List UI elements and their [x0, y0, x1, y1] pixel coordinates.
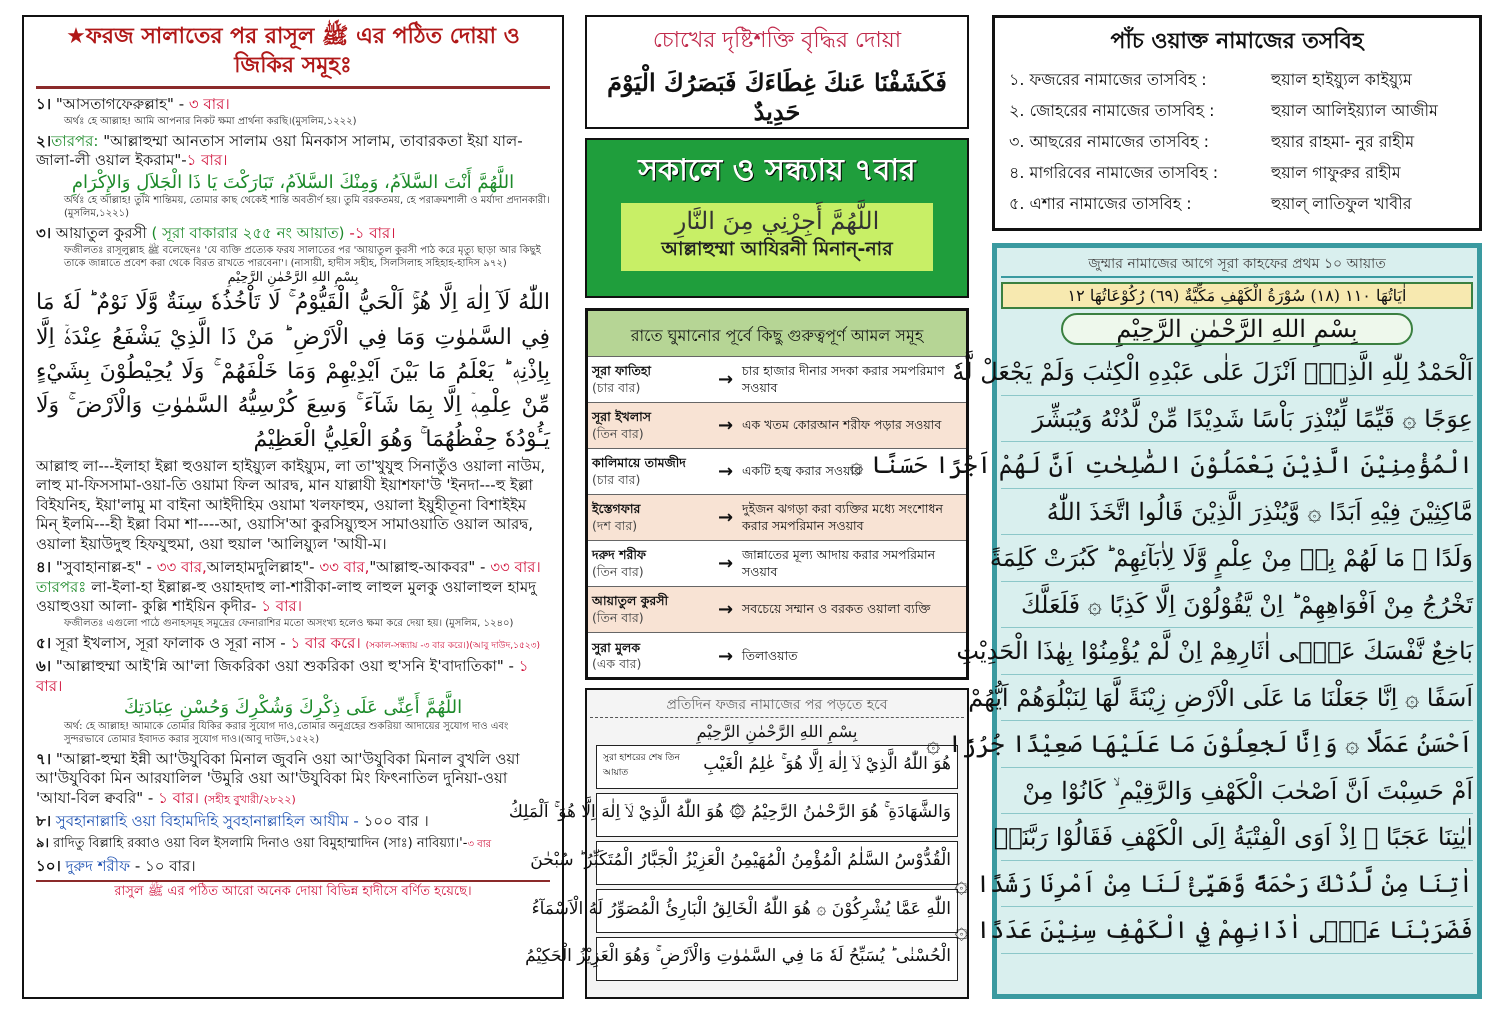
dua-text: লা-ইলা-হা ইল্লাল্ল-হু ওয়াহদাহু লা-শারীকা-লাহু লাহুল মুলকু ওয়ালাহুল হামদু ওয়াহুওয়া আলা- কুল্লি শাইয়িন কৃদীর-	[36, 577, 537, 616]
dua-note: অর্থঃ হে আল্লাহ! আমি আপনার নিকট ক্ষমা প্রার্থনা করছি।(মুসলিম,১২২২)	[64, 115, 357, 127]
dua-item-5	[36, 634, 550, 654]
dua-count: ৩৩ বার,	[319, 558, 370, 577]
dua-count: ১ বার।	[186, 151, 228, 170]
surah-hashr-title: প্রতিদিন ফজর নামাজের পর পড়তে হবে	[590, 693, 964, 718]
amal-reward: জান্নাতের মূল্য আদায় করার সমপরিমান সওয়াব	[742, 547, 936, 579]
dua-lead: তারপর:	[51, 131, 99, 150]
table-row	[588, 495, 966, 541]
dua-item-8	[36, 812, 550, 832]
bismillah: بِسْمِ اللهِ الرَّحْمٰنِ الرَّحِيْمِ	[227, 269, 359, 285]
amal-times: (চার বার)	[592, 379, 641, 395]
dua-count: ১ বার।	[36, 657, 529, 695]
dua-text: "আসতাগফেরুল্লাহ" -	[55, 95, 185, 114]
arrow-right-icon: →	[718, 553, 734, 574]
tasbih-prayer: ৩. আছরের নামাজের তাসবিহ :	[1009, 132, 1209, 151]
verse-line	[596, 745, 958, 789]
surah-kahf-title: জুম্মার নামাজের আগে সূরা কাহফের প্রথম ১০ আয়াত	[1001, 252, 1473, 278]
item-number: ৭।	[36, 749, 52, 768]
arrow-right-icon: →	[718, 507, 734, 528]
dua-text: দুরুদ শরীফ	[65, 856, 131, 875]
amal-name: কালিমায়ে তামজীদ	[592, 455, 686, 471]
verse-line: فَضَرَبْنَا عَلٰۤى اٰذَانِهِمْ فِي الْكَهْفِ سِنِيْنَ عَدَدًا ۞	[1001, 907, 1473, 954]
tasbih-prayer: ৪. মাগরিবের নামাজের তাসবিহ :	[1009, 163, 1219, 182]
verse-line: الْقُدُّوْسُ السَّلٰمُ الْمُؤْمِنُ الْمُهَيْمِنُ الْعَزِيْزُ الْجَبَّارُ الْمُتَكَبِّرُ ؕ سُبْحٰنَ	[596, 841, 958, 885]
amal-name: দরুদ শরীফ	[592, 547, 647, 563]
dua-text: আয়াতুল কুরসী	[55, 224, 147, 243]
side-note: সুরা হাশরের শেষ তিন আয়াত	[603, 753, 680, 778]
dua-item-4	[36, 558, 550, 630]
dua-count: -১ বার।	[349, 224, 396, 243]
dua-count: - ১০ বার।	[134, 856, 196, 875]
item-number: ১০।	[36, 856, 61, 875]
dua-item-7	[36, 750, 550, 809]
dua-count: ১ বার।	[261, 597, 303, 616]
dua-arabic: اللَّهُمَّ أَنْتَ السَّلاَمُ، وَمِنْكَ السَّلاَمُ، تَبَارَكْتَ يَا ذَا الْجَلاَلِ وَالإِكْرَامِ	[71, 171, 515, 193]
tasbih-row	[1009, 158, 1465, 189]
verse-line: اَحْسَنُ عَمَلًا ۞ وَاِنَّا لَجٰعِلُوْنَ مَا عَلَيْهَا صَعِيْدًا جُرُزًا ۞	[1001, 721, 1473, 768]
dua-count: ৩ বার	[467, 838, 492, 850]
amal-times: (এক বার)	[592, 656, 642, 671]
dua-note: (সহীহ বুখারী/২৮২২)	[203, 792, 296, 806]
verse-line: وَلَدًا ۞ مَا لَهُمْ بِهٖ مِنْ عِلْمٍ وَّلَا لِاٰبَآئِهِمْ ؕ كَبُرَتْ كَلِمَةً	[1001, 535, 1473, 582]
dua-lead: ( সূরা বাকারার ২৫৫ নং আয়াত)	[151, 224, 345, 243]
panel-footer: রাসুল ﷺ এর পঠিত আরো অনেক দোয়া বিভিন্ন হাদীসে বর্ণিত হয়েছে।	[36, 880, 550, 901]
tasbih-row	[1009, 189, 1465, 220]
arrow-right-icon: →	[718, 369, 734, 390]
dua-count: ১০০ বার ।	[363, 812, 429, 831]
dua-text: রাদিতু বিল্লাহি রব্বাও ওয়া বিল ইসলামি দিনাও ওয়া বিমুহাম্মাদিন (সাঃ) নাবিয়্যা।'-	[53, 835, 468, 851]
dua-item-1	[36, 95, 550, 128]
tasbih-text: হুয়াল আলিইয়্যাল আজীম	[1271, 101, 1438, 120]
dua-text: "আল্লাহুম্মা আই'ন্নি আ'লা জিকরিকা ওয়া শুকরিকা ওয়া হু'সনি ই'বাদাতিকা" -	[55, 657, 514, 676]
dua-item-3	[36, 224, 550, 554]
bismillah: بِسْمِ اللهِ الرَّحْمٰنِ الرَّحِيْمِ	[696, 722, 858, 741]
dua-item-6	[36, 657, 550, 745]
dua-count: ৩৩ বার।	[490, 558, 541, 577]
dua-text: সূরা ইখলাস, সূরা ফালাক ও সূরা নাস -	[55, 633, 286, 652]
table-row	[588, 633, 966, 679]
dua-note: ফজীলতঃ এগুলো পাঠে গুনাহসমূহ সমুদ্রের ফেনারাশির মতো অসংখ্য হলেও ক্ষমা করে দেয়া হয়। (মুসলিম, ১২৪০)	[64, 617, 514, 629]
dua-note: (সকাল-সন্ধ্যায় -৩ বার করে।)(আবু দাউদ,১৫২৩)	[365, 640, 541, 651]
verse-line: بَاخِعٌ نَّفْسَكَ عَلٰۤى اٰثَارِهِمْ اِنْ لَّمْ يُؤْمِنُوْا بِهٰذَا الْحَدِيْثِ	[1001, 628, 1473, 675]
tasbih-prayer: ২. জোহরের নামাজের তাসবিহ :	[1009, 101, 1215, 120]
ayatul-kursi-arabic: اللّٰهُ لَآ اِلٰهَ اِلَّا هُوَۚ اَلْحَيُّ الْقَيُّوْمُ ۚ لَا تَاْخُذُهٗ سِنَةٌ وَّلَا نَوْمٌ ؕ لَهٗ مَا فِي السَّمٰوٰتِ وَمَا فِي الْاَرْضِ ؕ مَنْ ذَا الَّذِيْ يَشْفَعُ عِنْدَهٗۤ اِلَّا بِاِذْنِهٖ ؕ يَعْلَمُ مَا بَيْنَ اَيْدِيْهِمْ وَمَا خَلْفَهُمْ ۚ وَلَا يُحِيْطُوْنَ بِشَيْءٍ مِّنْ عِلْمِهٖۤ اِلَّا بِمَا شَآءَ ۚ وَسِعَ كُرْسِيُّهُ السَّمٰوٰتِ وَالْاَرْضَ ۚ وَلَا يَـُٔوْدُهٗ حِفْظُهُمَا ۚ وَهُوَ الْعَلِيُّ الْعَظِيْمُ	[36, 290, 550, 452]
amal-name: আয়াতুল কুরসী	[592, 593, 669, 609]
tasbih-text: হুয়ার রাহমা- নুর রাহীম	[1271, 132, 1415, 151]
dua-text: "আল্লাহুম্মা আনতাস সালাম ওয়া মিনকাস সালাম, তাবারকতা ইয়া যাল-জালা-লী ওয়াল ইকরাম"-	[36, 131, 523, 170]
bismillah: بِسْمِ اللهِ الرَّحْمٰنِ الرَّحِيْمِ	[1061, 313, 1413, 345]
arrow-right-icon: →	[718, 415, 734, 436]
dua-note: অর্থঃ হে আল্লাহ! তুমি শান্তিময়, তোমার কাছ থেকেই শান্তি অবতীর্ণ হয়। তুমি বরকতময়, হে পরাক্রমশালী ও মর্যাদা প্রদানকারী।(মুসলিম,১২২১)	[64, 195, 550, 220]
dua-count: ৩ বার।	[188, 95, 230, 114]
table-title: রাতে ঘুমানোর পূর্বে কিছু গুরুত্বপূর্ণ আমল সমূহ	[588, 311, 966, 357]
eyesight-dua-box	[585, 15, 969, 129]
dua-text: সুবহানাল্লাহি ওয়া বিহামদিহি সুবহানাল্লাহিল আযীম -	[55, 812, 359, 831]
amal-reward: একটি হজ্ব করার সওয়াব	[742, 463, 862, 479]
morning-evening-transliteration: আল্লাহুম্মা আযিরনী মিনান্-নার	[661, 238, 893, 260]
tasbih-text: হুয়াল হাইয়্যুল কাইয়্যুম	[1271, 70, 1412, 89]
verse-line: اللّٰهِ عَمَّا يُشْرِكُوْنَ ۞ هُوَ اللّٰهُ الْخَالِقُ الْبَارِئُ الْمُصَوِّرُ لَهُ الْاَسْمَآءُ	[596, 889, 958, 933]
amal-reward: সবচেয়ে সম্মান ও বরকত ওয়ালা ব্যক্তি	[742, 601, 931, 617]
morning-evening-arabic: اللَّهُمَّ أَجِرْنِي مِنَ النَّارِ	[674, 207, 880, 235]
dua-count: ১ বার।	[158, 788, 199, 807]
dua-note: অর্থ: হে আল্লাহ! আমাকে তোমার যিকির করার সুযোগ দাও,তোমার অনুগ্রহের শুকরিয়া আদায়ের সুযোগ দাও এবং সুন্দরভাবে তোমার ইবাদত করার সুযোগ দাও।(আবু দাউদ,১৫২২)	[64, 720, 509, 745]
amal-reward: চার হাজার দীনার সদকা করার সমপরিমাণ সওয়াব	[742, 363, 945, 395]
verse-line: اَلْحَمْدُ لِلّٰهِ الَّذِيْۤ اَنْزَلَ عَلٰى عَبْدِهِ الْكِتٰبَ وَلَمْ يَجْعَلْ لَّهٗ	[1001, 349, 1473, 396]
tasbih-title: পাঁচ ওয়াক্ত নামাজের তসবিহ	[1110, 29, 1364, 54]
item-number: ৯।	[36, 835, 50, 851]
dua-text: "আল্লা-হুম্মা ইন্নী আ'উযুবিকা মিনাল জুবনি ওয়া আ'উযুবিকা মিনাল বুখলি ওয়া আ'উযুবিকা মিন আরযালিল 'উমুরি ওয়া আ'উযুবিকা মিং ফিৎনাতিল দুনিয়া-ওয়া 'আযা-বিল ক্ববরি" -	[36, 749, 520, 807]
eyesight-dua-title: চোখের দৃষ্টিশক্তি বৃদ্ধির দোয়া	[652, 28, 902, 53]
amal-name: ইস্তেগফার	[592, 501, 641, 517]
amal-reward: এক খতম কোরআন শরীফ পড়ার সওয়াব	[742, 417, 942, 433]
amal-reward: তিলাওয়াত	[742, 647, 798, 663]
arrow-right-icon: →	[718, 599, 734, 620]
item-number: ৫।	[36, 633, 52, 652]
verse-line: اٰيٰتِنَا عَجَبًا ۞ اِذْ اَوَى الْفِتْيَةُ اِلَى الْكَهْفِ فَقَالُوْا رَبَّنَاۤ	[1001, 814, 1473, 861]
ayatul-kursi-transliteration: আল্লাহু লা---ইলাহা ইল্লা হুওয়াল হাইয়্যুল কাইয়্যুম, লা তা'খুযুহু সিনাতুঁও ওয়ালা নাউম, লাহু মা-ফিসসামা-ওয়া-তি ওয়ামা ফিল আরদ্ব, মান যাল্লাযী ইয়াশফা'উ 'ইনদা---হু ইল্লা বিইযনিহ, ইয়া'লামু মা বাইনা আইদীহিম ওয়ামা খলফাহুম, ওয়ালা ইয়ুহীতূনা বিশাইইম মিন্ ইলমি---হী ইল্লা বিমা শা----আ, ওয়াসি'আ কুরসিয়্যুহুস সামাওয়াতি ওয়াল আরদ্ব, ওয়ালা ইয়াউদুহু হিফযুহুমা, ওয়া হুয়াল 'আলিয়্যুল 'আযী-ম।	[36, 456, 546, 553]
amal-reward: দুইজন ঝগড়া করা ব্যক্তির মধ্যে সংশোধন করার সমপরিমান সওয়াব	[742, 501, 943, 533]
verse-line: اٰتِنَا مِنْ لَّدُنْكَ رَحْمَةً وَّهَيِّئْ لَنَا مِنْ اَمْرِنَا رَشَدًا ۞	[1001, 861, 1473, 908]
dua-note: ফজীলতঃ রাসূলুল্লাহ ﷺ বলেছেনঃ 'যে ব্যক্তি প্রত্যেক ফরয সালাতের পর 'আয়াতুল কুরসী পাঠ করে মৃত্যু ছাড়া আর কিছুই তাকে জান্নাতে প্রবেশ করা থেকে বিরত রাখতে পারবেনা'। (নাসায়ী, হাদীস সহীহ, সিলসিলাহ সহিহাহ-হাদিস ৯৭২)	[64, 244, 541, 269]
dua-text: আলহামদুলিল্লাহ"-	[206, 558, 315, 577]
amal-times: (তিন বার)	[592, 425, 644, 441]
tasbih-prayer: ১. ফজরের নামাজের তাসবিহ :	[1009, 70, 1207, 89]
surah-hashr-box	[508, 688, 969, 999]
tasbih-text: হুয়াল গাফুরুর রাহীম	[1271, 163, 1401, 182]
item-number: ৩।	[36, 224, 52, 243]
amal-times: (তিন বার)	[592, 563, 644, 579]
amal-name: সুরা মুলক	[592, 639, 641, 655]
amal-name: সূরা ইখলাস	[592, 409, 652, 425]
verse-line: الْمُؤْمِنِيْنَ الَّذِيْنَ يَعْمَلُوْنَ الصّٰلِحٰتِ اَنَّ لَهُمْ اَجْرًا حَسَنًا ۞	[1001, 442, 1473, 489]
dua-count: ১ বার করে।	[290, 633, 361, 652]
item-number: ২।	[36, 131, 52, 150]
tasbih-prayer: ৫. এশার নামাজের তাসবিহ :	[1009, 194, 1192, 213]
dua-text: "সুবাহানাল্ল-হ" -	[55, 558, 152, 577]
amal-times: (দশ বার)	[592, 517, 638, 533]
arrow-right-icon: →	[718, 645, 734, 667]
eyesight-dua-arabic: فَكَشَفْنَا عَنكَ غِطَاءَكَ فَبَصَرُكَ الْيَوْمَ حَدِيدٌ	[607, 68, 947, 126]
verse-line: وَالشَّهَادَةِ ۚ هُوَ الرَّحْمٰنُ الرَّحِيْمُ ۞ هُوَ اللّٰهُ الَّذِيْ لَاۤ اِلٰهَ اِلَّا هُوَ ۚ اَلْمَلِكُ	[596, 793, 958, 837]
item-number: ৪।	[36, 558, 52, 577]
verse-line: تَخْرُجُ مِنْ اَفْوَاهِهِمْ ؕ اِنْ يَّقُوْلُوْنَ اِلَّا كَذِبًا ۞ فَلَعَلَّكَ	[1001, 582, 1473, 629]
verse-line: اَسَفًا ۞ اِنَّا جَعَلْنَا مَا عَلَى الْاَرْضِ زِيْنَةً لَّهَا لِنَبْلُوَهُمْ اَيُّهُمْ	[1001, 675, 1473, 722]
morning-evening-inner	[621, 203, 933, 271]
item-number: ৮।	[36, 812, 52, 831]
item-number: ১।	[36, 95, 52, 114]
table-row	[588, 587, 966, 633]
dua-text: "আল্লাহু-আকবর" -	[369, 558, 486, 577]
morning-evening-dua-box	[585, 138, 969, 298]
tasbih-row	[1009, 127, 1465, 158]
amal-times: (তিন বার)	[592, 609, 644, 625]
table-row	[588, 357, 966, 403]
arrow-right-icon: →	[718, 461, 734, 482]
panel-title: ★ফরজ সালাতের পর রাসূল ﷺ এর পঠিত দোয়া ও জিকির সমূহঃ	[36, 23, 550, 89]
dua-item-2	[36, 132, 550, 220]
surah-kahf-box	[849, 243, 1482, 999]
verse-line: الْحُسْنٰى ؕ يُسَبِّحُ لَهٗ مَا فِي السَّمٰوٰتِ وَالْاَرْضِ ۚ وَهُوَ الْعَزِيْزُ الْحَكِيْمُ	[596, 937, 958, 981]
dua-item-10	[36, 857, 550, 877]
post-prayer-duas-panel	[22, 15, 564, 999]
amal-name: সূরা ফাতিহা	[592, 363, 652, 379]
dua-lead: তারপরঃ	[36, 577, 87, 596]
amal-times: (চার বার)	[592, 471, 641, 487]
table-row	[588, 541, 966, 587]
verse-line: اَمْ حَسِبْتَ اَنَّ اَصْحٰبَ الْكَهْفِ وَالرَّقِيْمِ ۙ كَانُوْا مِنْ	[1001, 768, 1473, 815]
surah-header: اٰيَاتُهَا ١١٠ (١٨) سُوْرَةُ الْكَهْفِ مَكِّيَّةٌ (٦٩) رُكُوْعَاتُهَا ١٢	[1001, 282, 1473, 309]
bedtime-amal-table	[585, 308, 969, 680]
tasbih-text: হুয়াল্ লাতিফুল খাবীর	[1271, 194, 1412, 213]
verse-line: مَّاكِثِيْنَ فِيْهِ اَبَدًا ۞ وَّيُنْذِرَ الَّذِيْنَ قَالُوا اتَّخَذَ اللّٰهُ	[1001, 489, 1473, 536]
tasbih-row	[1009, 65, 1465, 96]
dua-item-9	[36, 836, 550, 853]
dua-arabic: اللَّهُمَّ أَعِنِّى عَلَى ذِكْرِكَ وَشُكْرِكَ وَحُسْنِ عِبَادَتِكَ	[123, 697, 463, 719]
tasbih-row	[1009, 96, 1465, 127]
verse-text: هُوَ اللّٰهُ الَّذِيْ لَاۤ اِلٰهَ اِلَّا هُوَ ۚ عٰلِمُ الْغَيْبِ	[703, 754, 951, 774]
table-body	[588, 357, 966, 679]
five-prayers-tasbih-box	[992, 15, 1482, 231]
dua-count: ৩৩ বার,	[156, 558, 207, 577]
verse-lines	[849, 349, 1473, 954]
verse-line: عِوَجًا ۞ قَيِّمًا لِّيُنْذِرَ بَاْسًا شَدِيْدًا مِّنْ لَّدُنْهُ وَيُبَشِّرَ	[1001, 396, 1473, 443]
morning-evening-title: সকালে ও সন্ধ্যায় ৭বার	[638, 153, 916, 188]
item-number: ৬।	[36, 657, 52, 676]
